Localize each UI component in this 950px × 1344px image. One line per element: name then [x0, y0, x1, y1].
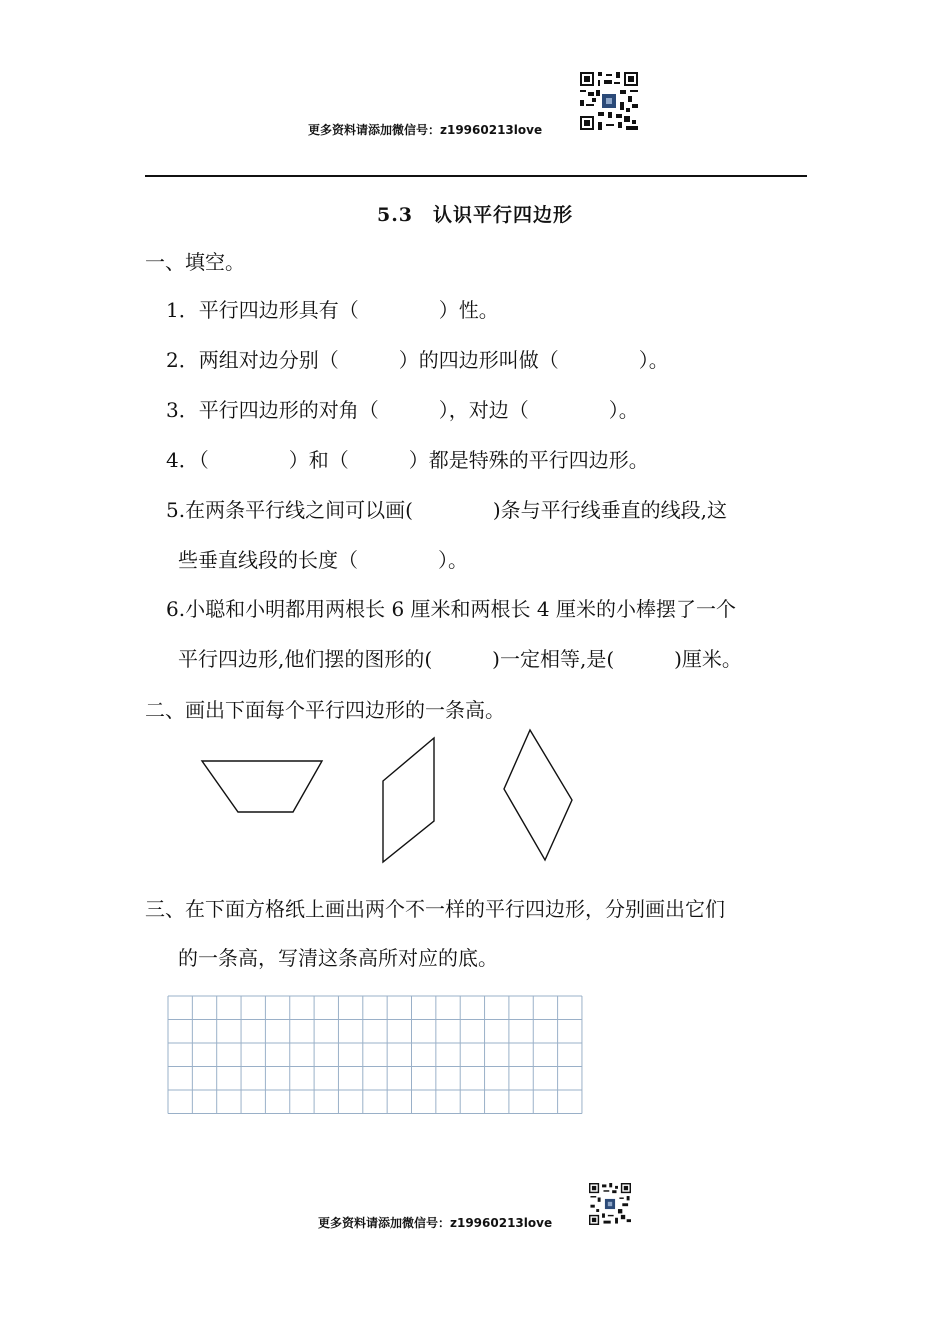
header-divider	[145, 175, 807, 177]
header-qr-code-icon	[580, 72, 638, 130]
header-wechat-text: 更多资料请添加微信号：z19960213love	[308, 123, 543, 137]
question-4: 4．（ ）和（ ）都是特殊的平行四边形。	[166, 448, 649, 472]
question-3: 3．平行四边形的对角（ ），对边（ ）。	[166, 398, 639, 422]
grid-paper[interactable]	[166, 994, 586, 1116]
section1-heading: 一、填空。	[145, 250, 245, 274]
rhombus-3	[504, 730, 572, 860]
question-2: 2．两组对边分别（ ）的四边形叫做（ ）。	[166, 348, 669, 372]
section3-heading-line2: 的一条高，写清这条高所对应的底。	[178, 946, 498, 970]
parallelograms-figure	[190, 720, 590, 870]
page-title: 5.3 认识平行四边形	[376, 204, 574, 226]
question-5-line1: 5.在两条平行线之间可以画( )条与平行线垂直的线段,这	[166, 498, 728, 522]
question-5-line2: 些垂直线段的长度（ ）。	[178, 548, 468, 572]
section2-heading: 二、画出下面每个平行四边形的一条高。	[145, 698, 505, 722]
question-6-line1: 6.小聪和小明都用两根长 6 厘米和两根长 4 厘米的小棒摆了一个	[166, 597, 736, 621]
parallelogram-2	[383, 738, 434, 862]
footer-wechat-text: 更多资料请添加微信号：z19960213love	[318, 1216, 553, 1230]
section3-heading-line1: 三、在下面方格纸上画出两个不一样的平行四边形，分别画出它们	[145, 897, 725, 921]
question-1: 1．平行四边形具有（ ）性。	[166, 298, 499, 322]
question-6-line2: 平行四边形,他们摆的图形的( )一定相等,是( )厘米。	[178, 647, 742, 671]
parallelogram-1	[202, 761, 322, 812]
footer-qr-code-icon	[589, 1183, 631, 1225]
